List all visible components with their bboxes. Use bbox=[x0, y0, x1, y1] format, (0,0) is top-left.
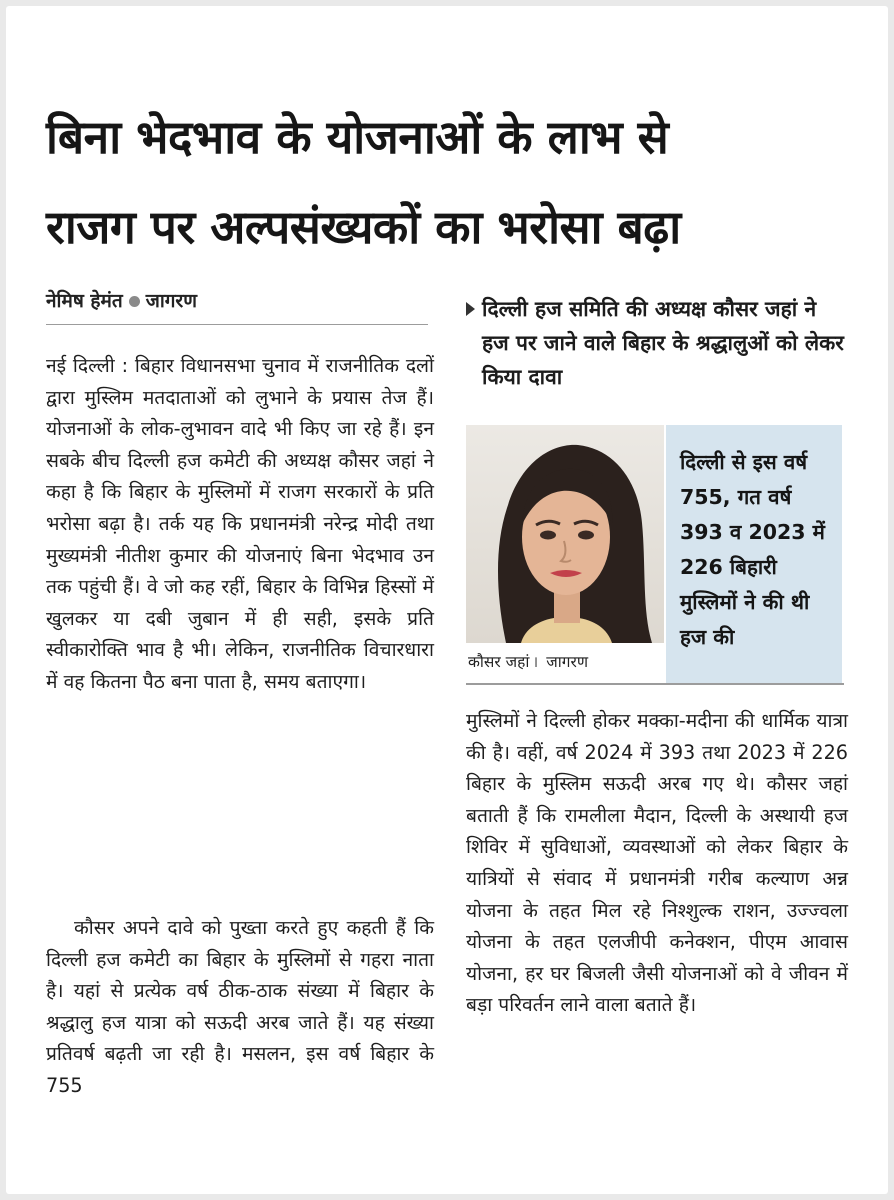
headline-line-2: राजग पर अल्पसंख्यकों का भरोसा बढ़ा bbox=[46, 200, 681, 254]
bullet-dot-icon bbox=[129, 296, 140, 307]
pointer-triangle-icon bbox=[466, 302, 475, 316]
caption-separator: । bbox=[532, 653, 539, 671]
caption-credit: जागरण bbox=[546, 653, 589, 671]
paragraph-2: कौसर अपने दावे को पुख्ता करते हुए कहती हैं कि दिल्ली हज कमेटी का बिहार के मुस्लिमों से गहरा नाता है। यहां से प्रत्येक वर्ष ठीक-ठाक संख्या में बिहार के श्रद्धालु हज यात्रा को सऊदी अरब जाते हैं। यह संख्या प्रतिवर्ष बढ़ती जा रही है। मसलन, इस वर्ष बिहार के 755 bbox=[46, 916, 434, 1097]
byline bbox=[46, 284, 428, 325]
subheadline-text: दिल्ली हज समिति की अध्यक्ष कौसर जहां ने हज पर जाने वाले बिहार के श्रद्धालुओं को लेकर किया दावा bbox=[482, 297, 844, 389]
headline-line-1: बिना भेदभाव के योजनाओं के लाभ से bbox=[46, 110, 669, 164]
paragraph-1: नई दिल्ली : बिहार विधानसभा चुनाव में राजनीतिक दलों द्वारा मुस्लिम मतदाताओं को लुभाने के प्रयास तेज हैं। योजनाओं के लोक-लुभावन वादे भी किए जा रहे हैं। इन सबके बीच दिल्ली हज कमेटी की अध्यक्ष कौसर जहां ने कहा है कि बिहार के मुस्लिमों में राजग सरकारों के प्रति भरोसा बढ़ा है। तर्क यह कि प्रधानमंत्री नरेन्द्र मोदी तथा मुख्यमंत्री नीतीश कुमार की योजनाएं बिना भेदभाव उन तक पहुंची हैं। वे जो कह रहीं, बिहार के विभिन्न हिस्सों में खुलकर या दबी जुबान में ही सही, इसके प्रति स्वीकारोक्ति भाव है भी। लेकिन, राजनीतिक विचारधारा में वह कितना पैठ बना पाता है, समय बताएगा। bbox=[46, 354, 434, 693]
pull-quote-text: दिल्ली से इस वर्ष 755, गत वर्ष 393 व 2023 में 226 बिहारी मुस्लिमों ने की थी हज की bbox=[680, 450, 825, 649]
photo-caption bbox=[466, 643, 666, 683]
divider-rule bbox=[466, 683, 844, 685]
byline-author: नेमिष हेमंत bbox=[46, 290, 123, 312]
caption-name: कौसर जहां bbox=[468, 653, 530, 671]
headline bbox=[46, 92, 856, 272]
portrait-illustration bbox=[466, 425, 664, 643]
subheadline bbox=[466, 292, 846, 394]
byline-source: जागरण bbox=[145, 290, 197, 312]
portrait-photo bbox=[466, 425, 664, 643]
paragraph-3: मुस्लिमों ने दिल्ली होकर मक्का-मदीना की धार्मिक यात्रा की है। वहीं, वर्ष 2024 में 393 तथा 2023 में 226 बिहार के मुस्लिम सऊदी अरब गए थे। कौसर जहां बताती हैं कि रामलीला मैदान, दिल्ली के अस्थायी हज शिविर में सुविधाओं, व्यवस्थाओं को लेकर बिहार के यात्रियों से संवाद में प्रधानमंत्री गरीब कल्याण अन्न योजना के तहत मिल रहे निश्शुल्क राशन, उज्ज्वला योजना के तहत एलजीपी कनेक्शन, पीएम आवास योजना, हर घर बिजली जैसी योजनाओं को वे जीवन में बड़ा परिवर्तन लाने वाला बताते हैं। bbox=[466, 709, 848, 1017]
